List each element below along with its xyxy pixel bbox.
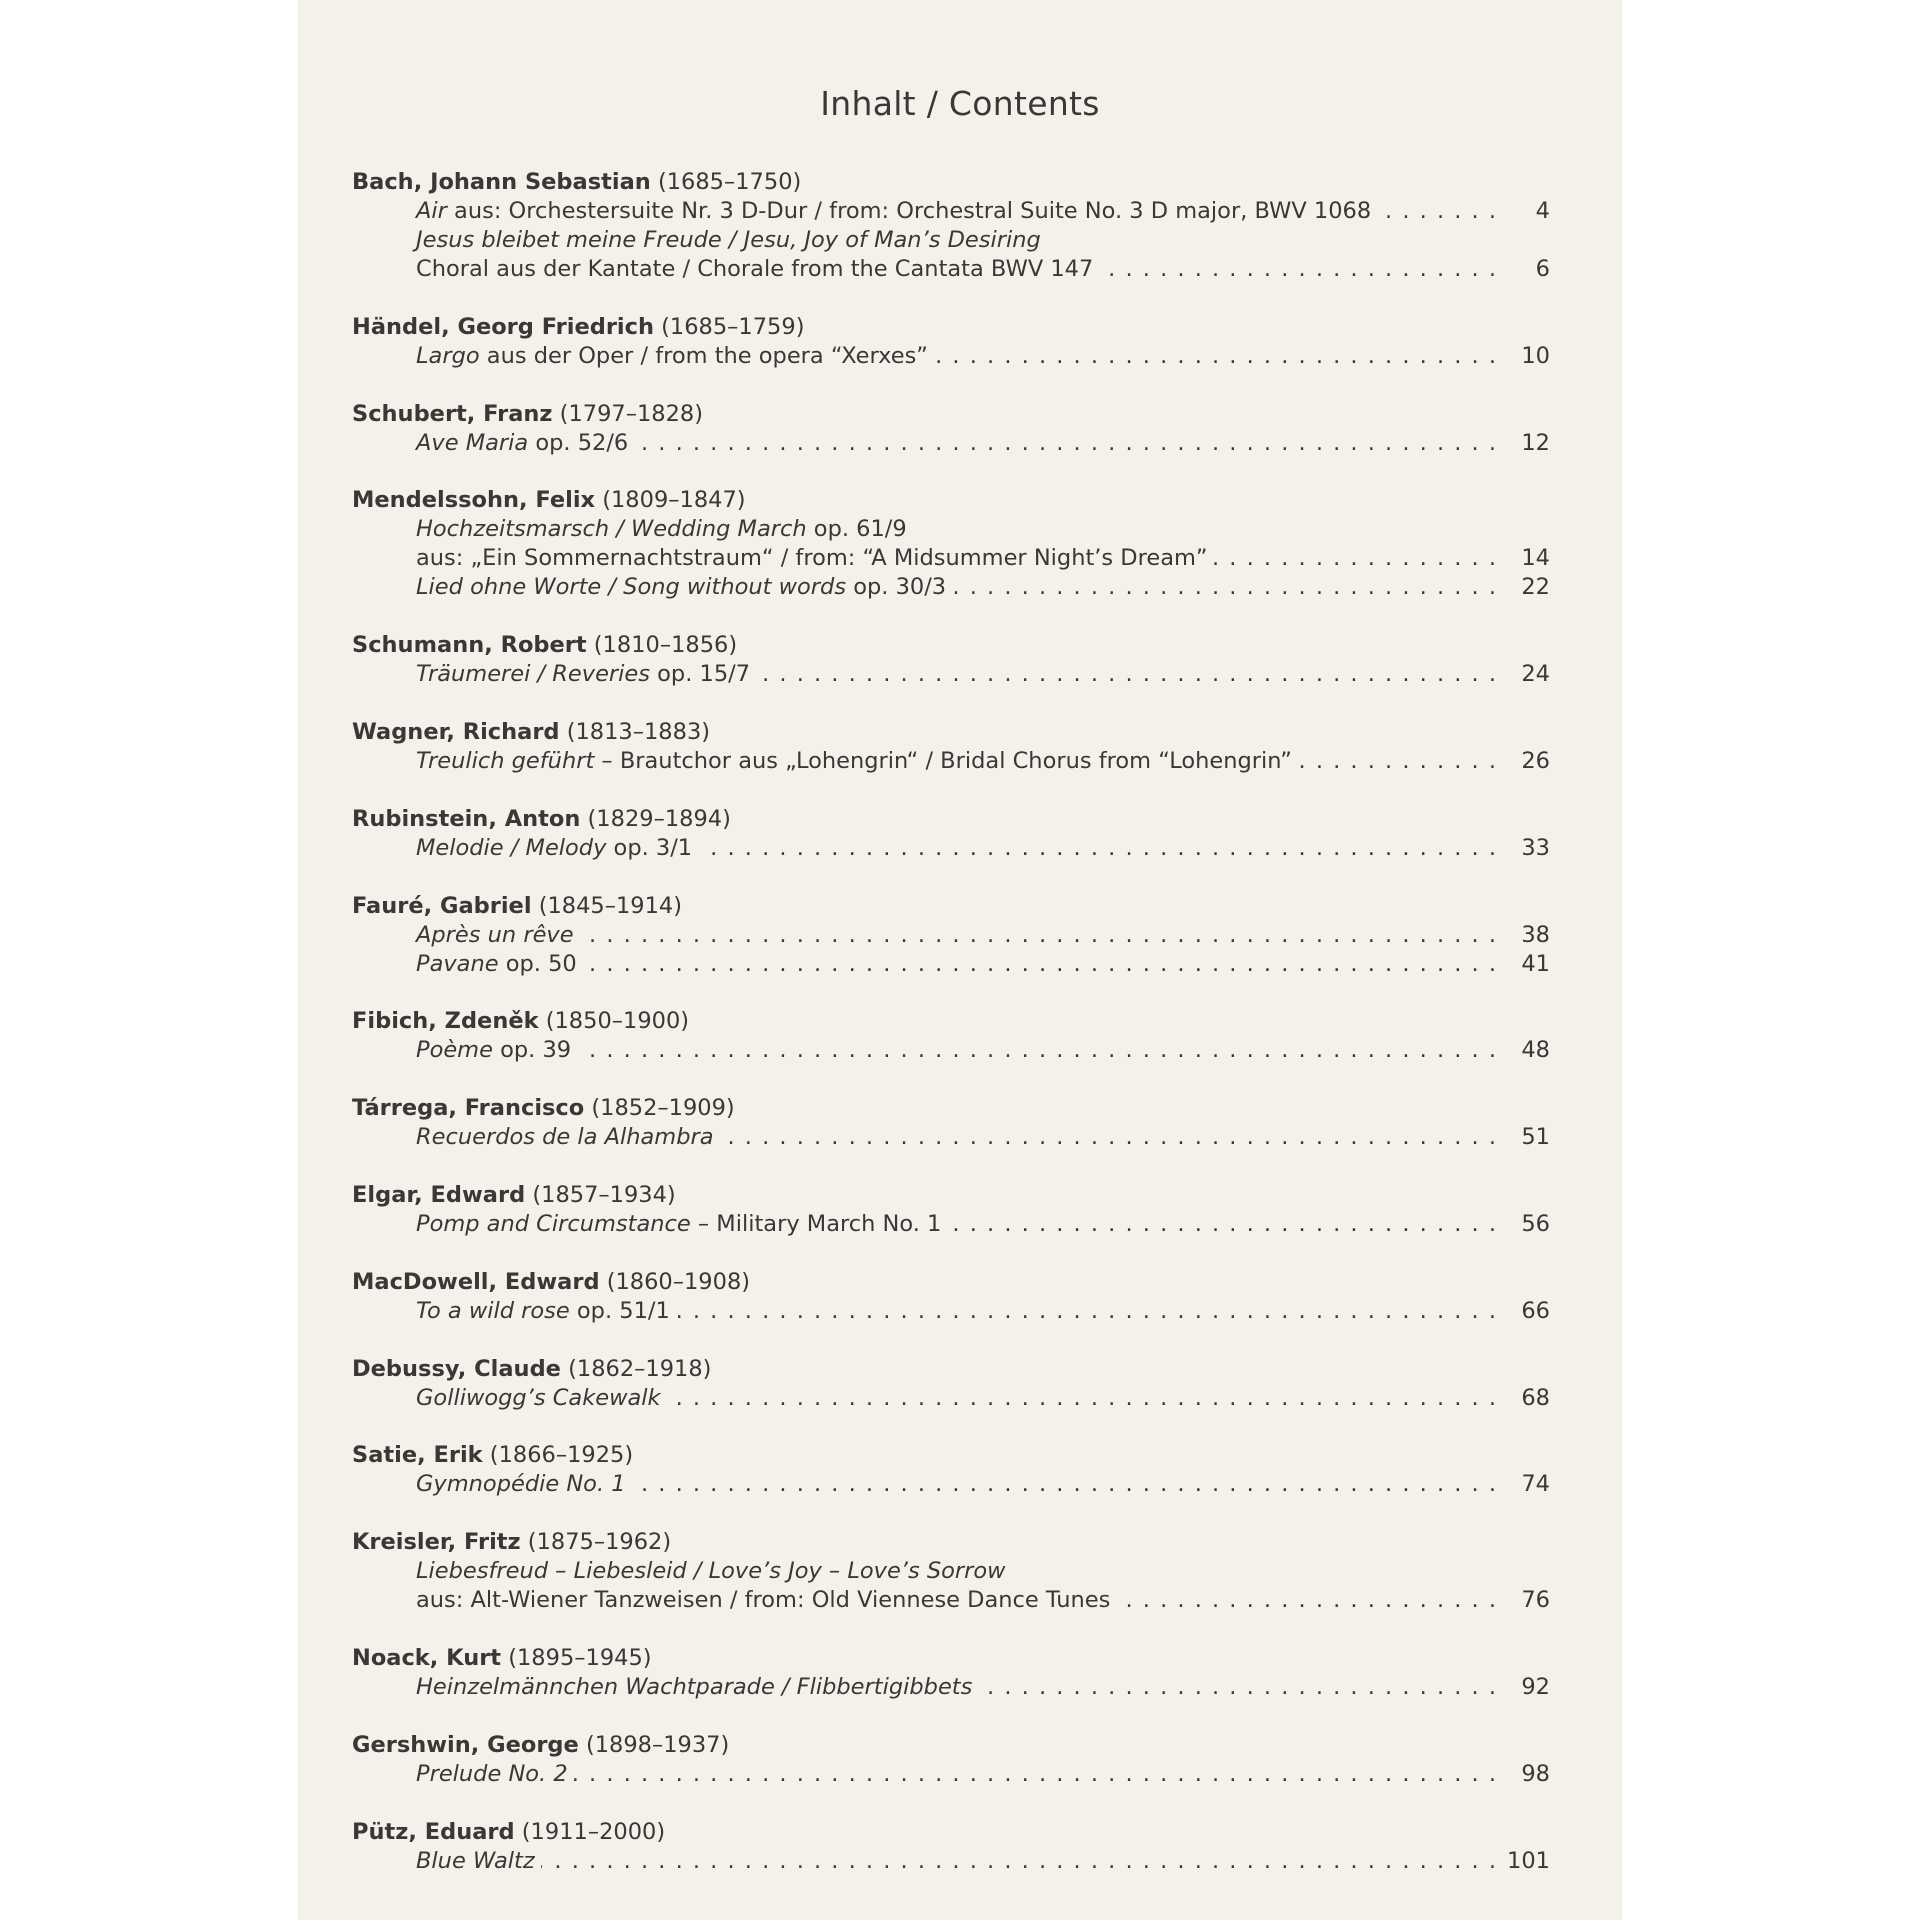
page-number: 26 [1500, 747, 1550, 776]
page-number: 101 [1500, 1847, 1550, 1876]
work-title [416, 922, 580, 948]
page-number: 51 [1500, 1123, 1550, 1152]
work-title [416, 1558, 1012, 1584]
work-title [416, 430, 634, 456]
composer-name: Satie, Erik [352, 1442, 483, 1469]
work-line [352, 1470, 1550, 1499]
page-number: 48 [1500, 1036, 1550, 1065]
work-line [352, 1586, 1550, 1615]
work-title-italic: Lied ohne Worte / Song without words [416, 574, 847, 601]
page-number: 14 [1500, 544, 1550, 573]
work-title-italic: Largo [416, 342, 480, 369]
work-title-detail: op. 39 [492, 1037, 572, 1064]
work-title [416, 343, 934, 369]
composer-dates: (1845–1914) [538, 892, 683, 919]
work-title-italic: Prelude No. 2 [416, 1760, 568, 1787]
work-line [352, 1123, 1550, 1152]
composer-name: Pütz, Eduard [352, 1818, 515, 1845]
composer-heading [352, 1094, 1550, 1123]
work-title [416, 198, 1377, 224]
work-title-italic: Blue Waltz [416, 1847, 535, 1874]
work-title [416, 748, 1298, 774]
work-title-italic: Gymnopédie No. 1 [416, 1471, 626, 1498]
composer-heading [352, 892, 1550, 921]
work-title [416, 1037, 577, 1063]
composer-dates: (1797–1828) [559, 400, 703, 427]
work-line [352, 197, 1550, 226]
composer-heading [352, 486, 1550, 515]
page-title: Inhalt / Contents [820, 84, 1100, 123]
composer-name: Gershwin, George [352, 1731, 579, 1758]
composer-heading [352, 631, 1550, 660]
work-line [352, 747, 1550, 776]
work-title-italic: Liebesfreud – Liebesleid / Love’s Joy – Love’s Sorrow [416, 1558, 1006, 1585]
work-title [416, 1848, 541, 1874]
work-title-detail: op. 61/9 [806, 516, 907, 543]
composer-name: Debussy, Claude [352, 1355, 561, 1382]
work-line [352, 660, 1550, 689]
composer-dates: (1895–1945) [508, 1644, 652, 1671]
work-title [416, 951, 583, 977]
page-number: 12 [1500, 429, 1550, 458]
work-title [416, 516, 913, 542]
table-of-contents [352, 168, 1550, 1904]
work-title-detail: op. 50 [498, 950, 577, 977]
work-title [416, 1211, 947, 1237]
work-line [352, 573, 1550, 602]
work-title-italic: Poème [416, 1037, 493, 1064]
page-number: 6 [1500, 255, 1550, 284]
composer-heading [352, 1441, 1550, 1470]
composer-dates: (1866–1925) [489, 1442, 634, 1469]
composer-dates: (1813–1883) [566, 718, 711, 745]
work-title-italic: Recuerdos de la Alhambra [416, 1124, 714, 1151]
composer-heading [352, 1007, 1550, 1036]
page-number: 41 [1500, 950, 1550, 979]
work-title-italic: Ave Maria [416, 429, 529, 456]
work-line [352, 1760, 1550, 1789]
work-title-italic: Treulich geführt [416, 747, 595, 774]
composer-heading [352, 1528, 1550, 1557]
work-title-italic: Melodie / Melody [416, 834, 607, 861]
composer-heading [352, 1181, 1550, 1210]
work-title-italic: Pomp and Circumstance [416, 1210, 691, 1237]
work-title [416, 1298, 676, 1324]
page-number: 38 [1500, 921, 1550, 950]
toc-entry [352, 718, 1550, 776]
page-number: 56 [1500, 1210, 1550, 1239]
page-number: 33 [1500, 834, 1550, 863]
toc-entry [352, 631, 1550, 689]
work-line [352, 342, 1550, 371]
work-line [352, 921, 1550, 950]
toc-entry [352, 1818, 1550, 1876]
composer-name: Fibich, Zdeněk [352, 1008, 539, 1035]
work-line [352, 1384, 1550, 1413]
composer-heading [352, 1268, 1550, 1297]
composer-heading [352, 1355, 1550, 1384]
toc-entry [352, 1181, 1550, 1239]
work-title-italic: Heinzelmännchen Wachtparade / Flibbertigibbets [416, 1673, 973, 1700]
composer-dates: (1898–1937) [585, 1731, 730, 1758]
composer-dates: (1829–1894) [587, 805, 731, 832]
work-line [352, 1673, 1550, 1702]
work-title-detail: aus: Orchestersuite Nr. 3 D-Dur / from: Orchestral Suite No. 3 D major, BWV 1068 [446, 198, 1372, 224]
toc-entry [352, 1441, 1550, 1499]
work-title [416, 1385, 667, 1411]
work-title-detail: Choral aus der Kantate / Chorale from the Cantata BWV 147 [416, 256, 1094, 282]
composer-dates: (1810–1856) [593, 632, 738, 659]
toc-entry [352, 313, 1550, 371]
work-line [352, 255, 1550, 284]
composer-name: Kreisler, Fritz [352, 1529, 521, 1556]
work-line [352, 544, 1550, 573]
composer-heading [352, 313, 1550, 342]
toc-entry [352, 486, 1550, 602]
work-title [416, 227, 1047, 253]
work-title [416, 1471, 632, 1497]
composer-heading [352, 1818, 1550, 1847]
work-title [416, 1761, 574, 1787]
composer-name: Rubinstein, Anton [352, 805, 581, 832]
composer-heading [352, 1731, 1550, 1760]
composer-name: Fauré, Gabriel [352, 892, 532, 919]
composer-dates: (1809–1847) [602, 487, 746, 514]
composer-name: Schubert, Franz [352, 400, 553, 427]
page-number: 68 [1500, 1384, 1550, 1413]
work-title-italic: Air [416, 198, 447, 224]
work-title-detail: – Military March No. 1 [690, 1210, 942, 1237]
work-title-italic: Pavane [416, 950, 499, 977]
toc-entry [352, 168, 1550, 284]
work-title-detail: op. 3/1 [606, 834, 693, 861]
composer-heading [352, 400, 1550, 429]
composer-name: Bach, Johann Sebastian [352, 169, 651, 195]
work-line [352, 1210, 1550, 1239]
page-number: 74 [1500, 1470, 1550, 1499]
work-title-italic: Hochzeitsmarsch / Wedding March [416, 516, 807, 543]
work-title-detail: op. 30/3 [846, 574, 947, 601]
toc-entry [352, 1268, 1550, 1326]
work-title-detail: op. 15/7 [650, 661, 751, 688]
page-number: 98 [1500, 1760, 1550, 1789]
toc-entry [352, 1355, 1550, 1413]
work-title-detail: aus: Alt-Wiener Tanzweisen / from: Old Viennese Dance Tunes [416, 1587, 1111, 1614]
composer-dates: (1862–1918) [568, 1355, 712, 1382]
work-line [352, 1557, 1550, 1586]
composer-dates: (1852–1909) [591, 1095, 735, 1122]
composer-name: Mendelssohn, Felix [352, 487, 596, 514]
composer-heading [352, 168, 1550, 197]
work-title-italic: Träumerei / Reveries [416, 661, 650, 688]
work-line [352, 834, 1550, 863]
work-line [352, 1297, 1550, 1326]
work-title-detail: op. 51/1 [569, 1297, 670, 1324]
page-number: 22 [1500, 573, 1550, 602]
composer-name: Tárrega, Francisco [352, 1095, 585, 1122]
composer-dates: (1850–1900) [545, 1008, 690, 1035]
work-title-detail: – Brautchor aus „Lohengrin“ / Bridal Chorus from “Lohengrin” [594, 747, 1292, 774]
work-title [416, 835, 698, 861]
toc-entry [352, 1644, 1550, 1702]
composer-heading [352, 805, 1550, 834]
work-title [416, 661, 756, 687]
work-title [416, 574, 952, 600]
page-number: 66 [1500, 1297, 1550, 1326]
work-title-detail: aus der Oper / from the opera “Xerxes” [479, 342, 928, 369]
composer-name: Schumann, Robert [352, 632, 587, 659]
work-line [352, 226, 1550, 255]
toc-entry [352, 1528, 1550, 1615]
work-line [352, 1847, 1550, 1876]
work-title [416, 1587, 1116, 1613]
composer-name: Noack, Kurt [352, 1644, 502, 1671]
work-title-italic: Golliwogg’s Cakewalk [416, 1384, 661, 1411]
work-title-italic: Après un rêve [416, 921, 574, 948]
work-title [416, 1124, 720, 1150]
work-title-detail: op. 52/6 [528, 429, 629, 456]
work-line [352, 429, 1550, 458]
toc-entry [352, 1007, 1550, 1065]
composer-dates: (1685–1750) [657, 169, 802, 195]
work-title-detail: aus: „Ein Sommernachtstraum“ / from: “A Midsummer Night’s Dream” [416, 545, 1208, 572]
toc-entry [352, 400, 1550, 458]
toc-entry [352, 1731, 1550, 1789]
composer-name: Händel, Georg Friedrich [352, 313, 654, 340]
work-title [416, 1674, 978, 1700]
work-title [416, 545, 1214, 571]
work-line [352, 950, 1550, 979]
work-line [352, 515, 1550, 544]
composer-name: Elgar, Edward [352, 1181, 526, 1208]
toc-entry [352, 805, 1550, 863]
work-title [416, 256, 1099, 282]
composer-dates: (1857–1934) [532, 1181, 676, 1208]
work-title-italic: To a wild rose [416, 1297, 570, 1324]
composer-dates: (1875–1962) [527, 1529, 672, 1556]
page-number: 76 [1500, 1586, 1550, 1615]
composer-name: Wagner, Richard [352, 718, 560, 745]
composer-name: MacDowell, Edward [352, 1268, 600, 1295]
toc-entry [352, 892, 1550, 979]
page-number: 10 [1500, 342, 1550, 371]
toc-entry [352, 1094, 1550, 1152]
composer-dates: (1911–2000) [521, 1818, 666, 1845]
page-number: 4 [1500, 197, 1550, 226]
composer-heading [352, 718, 1550, 747]
page-number: 24 [1500, 660, 1550, 689]
composer-dates: (1860–1908) [606, 1268, 751, 1295]
work-title-italic: Jesus bleibet meine Freude / Jesu, Joy of Man’s Desiring [416, 227, 1041, 253]
composer-heading [352, 1644, 1550, 1673]
work-line [352, 1036, 1550, 1065]
page-number: 92 [1500, 1673, 1550, 1702]
composer-dates: (1685–1759) [661, 313, 805, 340]
document-page [298, 0, 1622, 1920]
